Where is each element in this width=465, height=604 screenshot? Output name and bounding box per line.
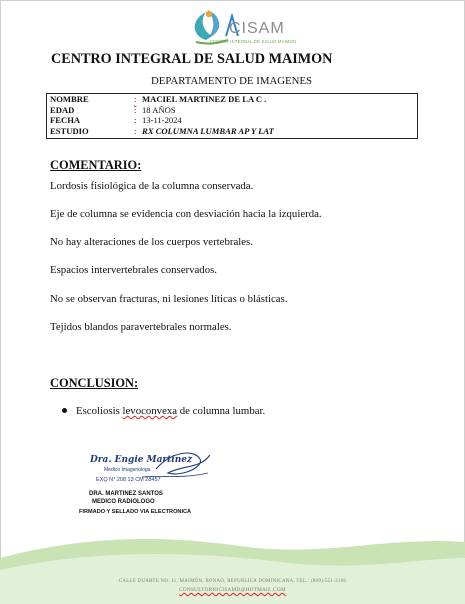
info-value: 13-11-2024: [142, 115, 182, 125]
comentario-line: Lordosis fisiológica de la columna conservada.: [50, 180, 254, 192]
comentario-heading: COMENTARIO:: [50, 158, 142, 172]
info-row-estudio: [50, 126, 416, 136]
comentario-line: Eje de columna se evidencia con desviación hacia la izquierda.: [50, 208, 322, 220]
conclusion-text-pre: Escoliosis: [76, 405, 123, 417]
comentario-line: No se observan fracturas, ni lesiones líticas o blásticas.: [50, 293, 288, 305]
info-row-edad: [50, 105, 416, 115]
logo-name: CISAM: [229, 20, 285, 37]
info-colon: :: [134, 125, 137, 136]
info-value: RX COLUMNA LUMBAR AP Y LAT: [142, 125, 274, 136]
info-row-fecha: [50, 115, 416, 125]
comentario-line: No hay alteraciones de los cuerpos vertebrales.: [50, 236, 253, 248]
svg-text:Dra. Engie Martinez: Dra. Engie Martinez: [90, 455, 193, 465]
info-label: EDAD: [50, 104, 75, 115]
conclusion-heading: CONCLUSION:: [50, 376, 139, 390]
info-label: NOMBRE: [50, 94, 89, 104]
comentario-line: Tejidos blandos paravertebrales normales.: [50, 321, 232, 333]
svg-text:Medico Imagenologa: Medico Imagenologa: [104, 467, 151, 473]
svg-text:EXQ N° 208 13 CM 28457: EXQ N° 208 13 CM 28457: [96, 477, 161, 483]
info-value: MACIEL MARTINEZ DE LA C .: [142, 94, 267, 104]
signature-role: MEDICO RADIOLOGO: [92, 499, 155, 505]
footer-address: CALLE DUARTE NO. 11, MAIMÓN, BONAO, REPUBLICA DOMINICANA, TEL.: (809)-551-2106: [118, 579, 347, 584]
info-colon: :: [134, 94, 137, 104]
signature-name: DRA. MARTINEZ SANTOS: [89, 491, 163, 497]
footer-email-text: CONSULTORIOCISAMD@HOTMAIL.COM: [179, 587, 286, 593]
department-title: DEPARTAMENTO DE IMAGENES: [151, 75, 313, 87]
comentario-line: Espacios intervertebrales conservados.: [50, 264, 217, 276]
logo-subtitle: CENTRO INTEGRAL DE SALUD MAIMON: [210, 39, 297, 44]
patient-info-box: [46, 93, 418, 139]
page-title: CENTRO INTEGRAL DE SALUD MAIMON: [51, 51, 333, 67]
info-label: FECHA: [50, 115, 81, 125]
bullet-icon: [62, 408, 67, 413]
signature-note: FIRMADO Y SELLADO VIA ELECTRONICA: [79, 509, 192, 515]
conclusion-flagged-word: levoconvexa: [122, 405, 178, 417]
info-row-nombre: [50, 94, 416, 104]
conclusion-text-post: de columna lumbar.: [177, 405, 266, 417]
info-label: ESTUDIO: [50, 125, 89, 136]
conclusion-item: [62, 405, 265, 417]
info-colon: :: [134, 115, 137, 125]
footer-email: [0, 587, 465, 593]
signature-stamp-icon: [82, 447, 214, 487]
info-colon: :: [134, 104, 137, 115]
info-value: 18 AÑOS: [142, 104, 176, 115]
